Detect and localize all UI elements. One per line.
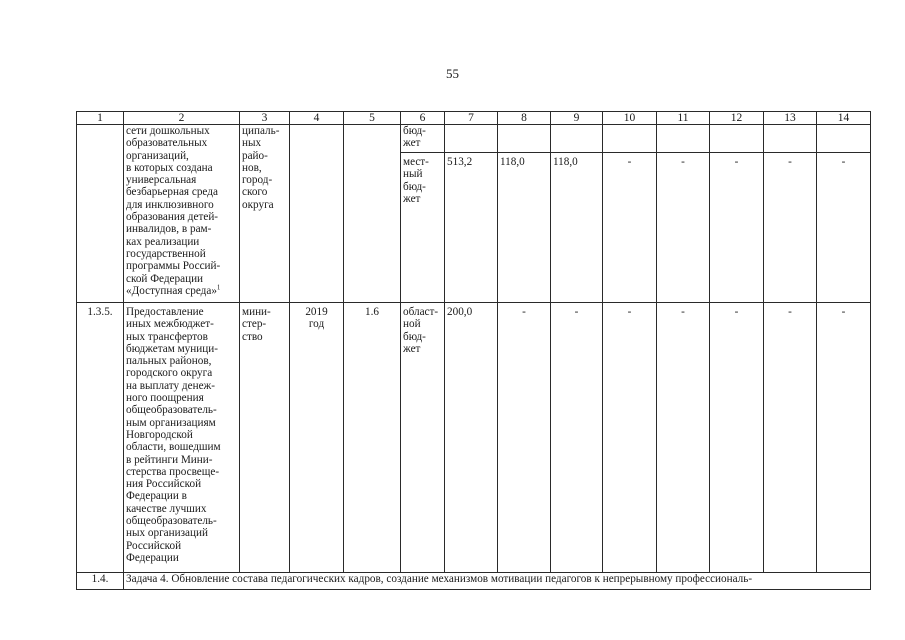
header-cell: 10 [603,112,657,125]
header-cell: 14 [817,112,871,125]
value-cell: 118,0 [551,153,603,303]
value-cell [445,125,498,153]
table-row [77,303,871,573]
value-cell: 513,2 [445,153,498,303]
value-cell [498,125,551,153]
funding-source: бюд- жет [401,125,445,153]
period: 2019 год [290,303,344,573]
target-indicator [344,125,401,303]
value-cell: - [603,303,657,573]
value-cell: - [817,303,871,573]
header-row [77,112,871,125]
value-cell: - [710,303,764,573]
value-cell: - [817,153,871,303]
header-cell: 4 [290,112,344,125]
program-table [76,111,871,590]
value-cell [603,125,657,153]
value-cell [710,125,764,153]
measure-description-text: сети дошкольных образовательных организаций, в которых создана универсальная безбарьерная среда для инклюзивного образования детей- инвалидов, в рам- ках реализации государственной программы Россий- ской Федерации «Доступная среда» [126,125,221,297]
value-cell [764,125,817,153]
funding-source: мест- ный бюд- жет [401,153,445,303]
table-row [77,125,871,153]
header-cell: 9 [551,112,603,125]
measure-description: Предоставление иных межбюджет- ных трансфертов бюджетам муници- пальных районов, городского округа на выплату денеж- ного поощрения общеобразователь- ным организациям Новгородской области, вошедшим в рейтинги Мини- стерства просвеще- ния Российской Федерации в качестве лучших общеобразователь- ных организаций Российской Федерации [124,303,240,573]
value-cell: 118,0 [498,153,551,303]
header-cell: 3 [240,112,290,125]
header-cell: 12 [710,112,764,125]
task-title: Задача 4. Обновление состава педагогических кадров, создание механизмов мотивации педагогов к непрерывному профессиональ- [124,573,871,590]
header-cell: 7 [445,112,498,125]
value-cell: - [764,153,817,303]
responsible-org: мини- стер- ство [240,303,290,573]
header-cell: 1 [77,112,124,125]
header-cell: 8 [498,112,551,125]
value-cell: - [657,303,710,573]
value-cell: - [603,153,657,303]
measure-description [124,125,240,303]
period [290,125,344,303]
value-cell: - [551,303,603,573]
target-indicator: 1.6 [344,303,401,573]
header-cell: 11 [657,112,710,125]
value-cell: - [657,153,710,303]
responsible-org: ципаль- ных райо- нов, город- ского округа [240,125,290,303]
row-number: 1.3.5. [77,303,124,573]
funding-source: област- ной бюд- жет [401,303,445,573]
value-cell: - [498,303,551,573]
value-cell [817,125,871,153]
task-number: 1.4. [77,573,124,590]
value-cell: 200,0 [445,303,498,573]
header-cell: 5 [344,112,401,125]
value-cell: - [710,153,764,303]
row-number [77,125,124,303]
task-row [77,573,871,590]
header-cell: 6 [401,112,445,125]
header-cell: 13 [764,112,817,125]
header-cell: 2 [124,112,240,125]
value-cell [551,125,603,153]
page-number: 55 [446,66,459,81]
footnote-mark: 1 [216,283,221,292]
value-cell: - [764,303,817,573]
value-cell [657,125,710,153]
